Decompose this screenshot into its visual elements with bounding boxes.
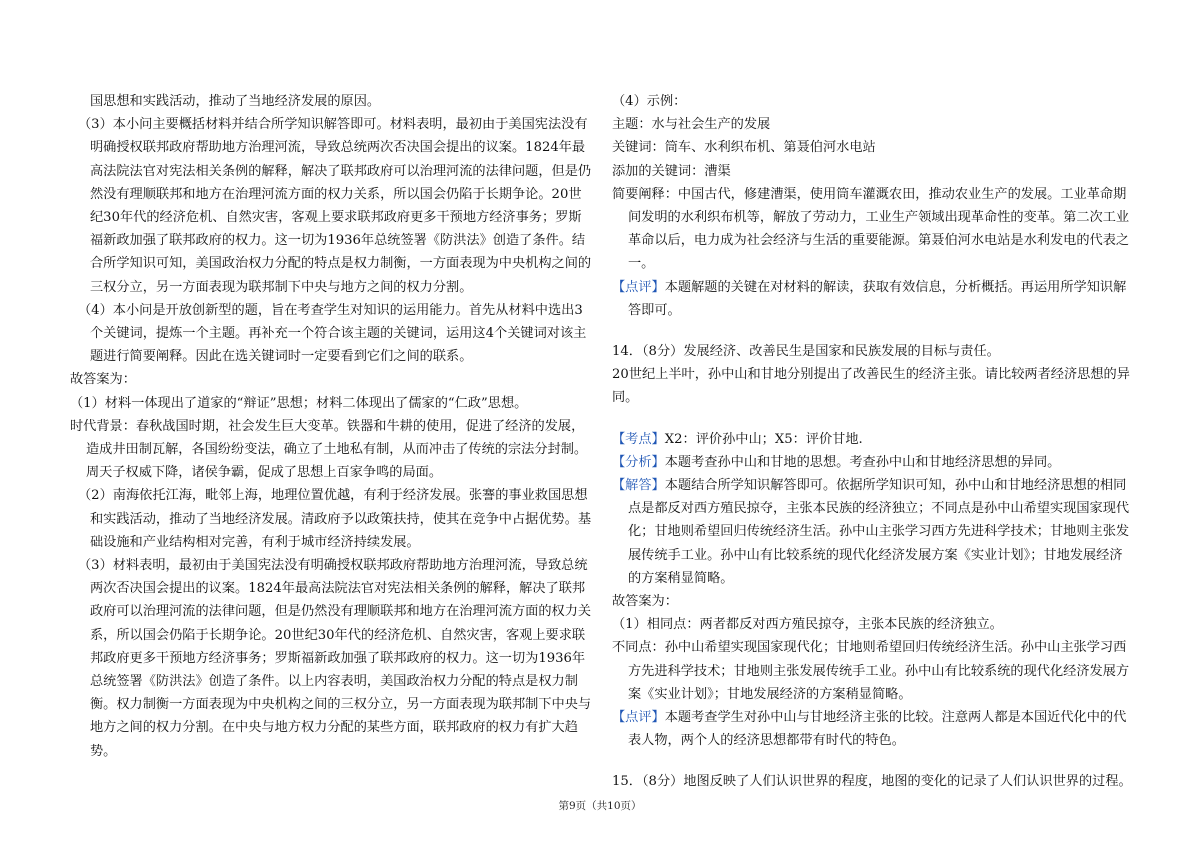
left-paragraph-1: 国思想和实践活动，推动了当地经济发展的原因。	[90, 94, 381, 109]
right-example-heading: （4）示例：	[612, 94, 687, 109]
left-column	[70, 90, 592, 763]
analysis-tag: 【分析】	[612, 454, 665, 470]
page-footer: 第9页（共10页）	[558, 800, 642, 812]
comment-text: 本题解题的关键在对材料的解读，获取有效信息，分析概括。再运用所学知识解答即可。	[628, 279, 1127, 318]
right-comment-14	[612, 706, 1134, 752]
right-answer-heading: 故答案为：	[612, 594, 678, 610]
left-answer-background: 时代背景：春秋战国时期，社会发生巨大变革。铁器和牛耕的使用，促进了经济的发展，造成井田制瓦解，各国纷纷变法，确立了土地私有制，从而冲击了传统的宗法分封制。周天子权威下降，诸侯争霸，促成了思想上百家争鸣的局面。	[70, 418, 588, 481]
right-added-keyword: 添加的关键词：漕渠	[612, 163, 731, 179]
right-comment-13	[612, 276, 1134, 322]
knowledge-text: X2：评价孙中山；X5：评价甘地.	[664, 431, 863, 447]
right-explanation: 简要阐释：中国古代，修建漕渠，使用筒车灌溉农田，推动农业生产的发展。工业革命期间发明的水利织布机等，解放了劳动力，工业生产领域出现革命性的变革。第二次工业革命以后，电力成为社会经济与生活的重要能源。第聂伯河水电站是水利发电的代表之一。	[612, 186, 1130, 272]
left-paragraph-3: （4）本小问是开放创新型的题，旨在考查学生对知识的运用能力。首先从材料中选出3个关键词，提炼一个主题。再补充一个符合该主题的关键词，运用这4个关键词对该主题进行简要阐释。因此在选关键词时一定要看到它们之间的联系。	[78, 302, 587, 365]
analysis	[612, 451, 1134, 474]
right-answer-differences: 不同点：孙中山希望实现国家现代化；甘地则希望回归传统经济生活。孙中山主张学习西方先进科学技术；甘地则主张发展传统手工业。孙中山有比较系统的现代化经济发展方案《实业计划》；甘地发展经济的方案稍显简略。	[612, 640, 1130, 702]
comment-text: 本题考查学生对孙中山与甘地经济主张的比较。注意两人都是本国近代化中的代表人物，两个人的经济思想都带有时代的特色。	[628, 710, 1127, 749]
comment-tag: 【点评】	[612, 710, 665, 726]
solution-text: 本题结合所学知识解答即可。依据所学知识可知，孙中山和甘地经济思想的相同点是都反对西方殖民掠夺，主张本民族的经济独立；不同点是孙中山希望实现国家现代化；甘地则希望回归传统经济生活。孙中山主张学习西方先进科学技术；甘地则主张发展传统手工业。孙中山有比较系统的现代化经济发展方案《实业计划》；甘地发展经济的方案稍显简略。	[628, 478, 1130, 586]
question-14-body: 20世纪上半叶，孙中山和甘地分别提出了改善民生的经济主张。请比较两者经济思想的异同。	[612, 367, 1130, 406]
analysis-text: 本题考查孙中山和甘地的思想。考查孙中山和甘地经济思想的异同。	[664, 454, 1061, 470]
comment-tag: 【点评】	[612, 279, 665, 295]
solution-tag: 【解答】	[612, 478, 665, 494]
left-answer-heading: 故答案为：	[70, 372, 136, 388]
left-answer-3: （3）材料表明，最初由于美国宪法没有明确授权联邦政府帮助地方治理河流，导致总统两次否决国会提出的议案。1824年最高法院法官对宪法相关条例的解释，解决了联邦政府可以治理河流的法律问题，但是仍然没有理顺联邦和地方在治理河流方面的权力关系，所以国会仍陷于长期争论。20世纪30年代的经济危机、自然灾害，客观上要求联邦政府更多干预地方经济事务；罗斯福新政加强了联邦政府的权力。这一切为1936年总统签署《防洪法》创造了条件。以上内容表明，美国政治权力分配的特点是权力制衡。权力制衡一方面表现为中央机构之间的三权分立，另一方面表现为联邦制下中央与地方之间的权力分割。在中央与地方权力分配的某些方面，联邦政府的权力有扩大趋势。	[78, 558, 592, 759]
left-answer-1: （1）材料一体现出了道家的“辩证”思想；材料二体现出了儒家的“仁政”思想。	[70, 395, 528, 411]
right-column	[612, 90, 1134, 794]
left-paragraph-2: （3）本小问主要概括材料并结合所学知识解答即可。材料表明，最初由于美国宪法没有明确授权联邦政府帮助地方治理河流，导致总统两次否决国会提出的议案。1824年最高法院法官对宪法相关条例的解释，解决了联邦政府可以治理河流的法律问题，但是仍然没有理顺联邦和地方在治理河流方面的权力关系，所以国会仍陷于长期争论。20世纪30年代的经济危机、自然灾害，客观上要求联邦政府更多干预地方经济事务；罗斯福新政加强了联邦政府的权力。这一切为1936年总统签署《防洪法》创造了条件。结合所学知识可知，美国政治权力分配的特点是权力制衡，一方面表现为中央机构之间的三权分立，另一方面表现为联邦制下中央与地方之间的权力分割。	[78, 117, 592, 295]
question-14-title: 14．（8分）发展经济、改善民生是国家和民族发展的目标与责任。	[612, 344, 1000, 360]
question-15-title: 15．（8分）地图反映了人们认识世界的程度，地图的变化的记录了人们认识世界的过程。	[612, 774, 1132, 790]
solution	[612, 474, 1134, 590]
knowledge-point	[612, 428, 1134, 451]
knowledge-tag: 【考点】	[612, 431, 665, 447]
right-keywords: 关键词：筒车、水利织布机、第聂伯河水电站	[612, 140, 876, 156]
right-answer-1: （1）相同点：两者都反对西方殖民掠夺，主张本民族的经济独立。	[612, 617, 1003, 633]
left-answer-2: （2）南海依托江海，毗邻上海，地理位置优越，有利于经济发展。张謇的事业救国思想和实践活动，推动了当地经济发展。清政府予以政策扶持，使其在竞争中占据优势。基础设施和产业结构相对完善，有利于城市经济持续发展。	[78, 488, 592, 550]
right-theme: 主题：水与社会生产的发展	[612, 117, 771, 133]
